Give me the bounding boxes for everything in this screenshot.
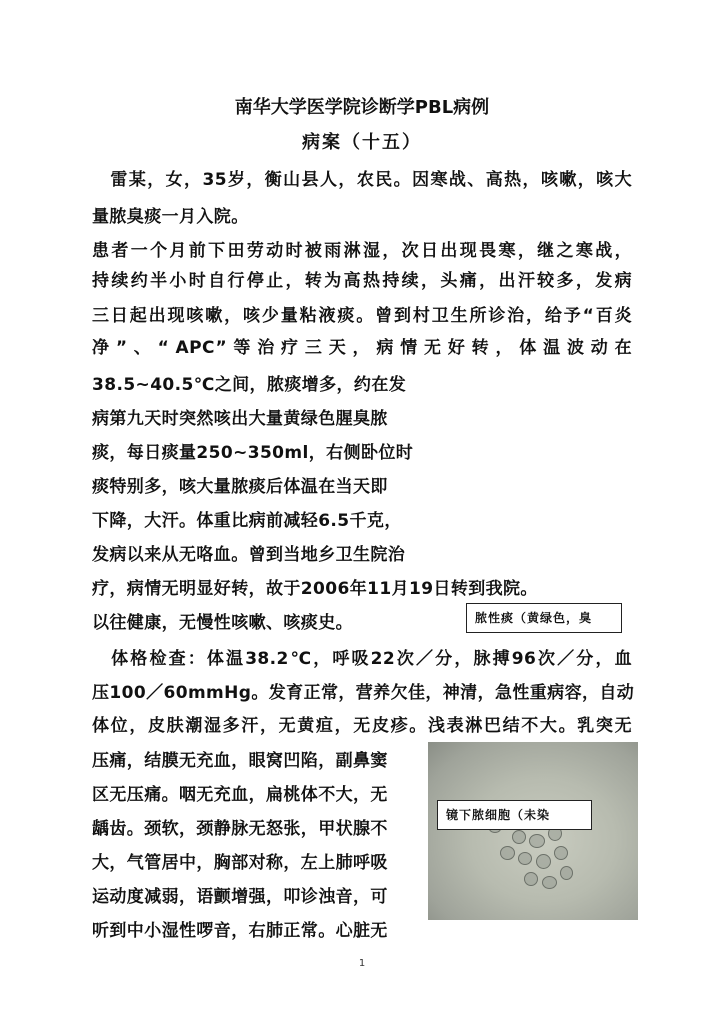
text-line: 雷某，女，35岁，衡山县人，农民。因寒战、高热，咳嗽，咳大: [92, 170, 632, 190]
microscope-image: [428, 742, 638, 920]
text-line: 压100／60mmHg。发育正常，营养欠佳，神清，急性重病容，自动: [92, 683, 635, 703]
text-line: 量脓臭痰一月入院。: [92, 207, 249, 227]
text-line: 体位，皮肤潮湿多汗，无黄疸，无皮疹。浅表淋巴结不大。乳突无: [92, 716, 632, 736]
text-line: 疗，病情无明显好转，故于2006年11月19日转到我院。: [92, 579, 538, 599]
page-number: 1: [358, 958, 366, 969]
text-line: 以往健康，无慢性咳嗽、咳痰史。: [92, 613, 353, 633]
text-line: 痰特别多，咳大量脓痰后体温在当天即: [92, 477, 388, 497]
text-line: 三日起出现咳嗽，咳少量粘液痰。曾到村卫生所诊治，给予“百炎: [92, 306, 632, 326]
microscope-figure-caption: 镜下脓细胞（未染: [437, 800, 592, 830]
sputum-figure-caption: 脓性痰（黄绿色，臭: [466, 603, 622, 633]
text-line: 运动度减弱，语颤增强，叩诊浊音，可: [92, 887, 388, 907]
document-title: 南华大学医学院诊断学PBL病例: [234, 97, 490, 118]
text-line: 持续约半小时自行停止，转为高热持续，头痛，出汗较多，发病: [92, 271, 632, 291]
text-line: 体格检查：体温38.2℃，呼吸22次／分，脉搏96次／分，血: [92, 649, 632, 669]
text-line: 压痛，结膜无充血，眼窝凹陷，副鼻窦: [92, 751, 388, 771]
text-line: 发病以来从无咯血。曾到当地乡卫生院治: [92, 545, 406, 565]
text-line: 龋齿。颈软，颈静脉无怒张，甲状腺不: [92, 819, 388, 839]
text-line: 38.5~40.5℃之间，脓痰增多，约在发: [92, 375, 407, 395]
text-line: 病第九天时突然咳出大量黄绿色腥臭脓: [92, 409, 388, 429]
case-number: 病案（十五）: [302, 132, 422, 153]
text-line: 区无压痛。咽无充血，扁桃体不大，无: [92, 785, 388, 805]
text-line: 痰，每日痰量250~350ml，右侧卧位时: [92, 443, 414, 463]
text-line: 大，气管居中，胸部对称，左上肺呼吸: [92, 853, 388, 873]
text-line: 患者一个月前下田劳动时被雨淋湿，次日出现畏寒，继之寒战，: [92, 241, 632, 261]
text-line: 听到中小湿性啰音，右肺正常。心脏无: [92, 921, 388, 941]
text-line: 下降，大汗。体重比病前减轻6.5千克，: [92, 511, 402, 531]
text-line: 净 ” 、 “ APC” 等 治 疗 三 天 ， 病 情 无 好 转 ， 体 温 波 动 在: [92, 338, 632, 358]
